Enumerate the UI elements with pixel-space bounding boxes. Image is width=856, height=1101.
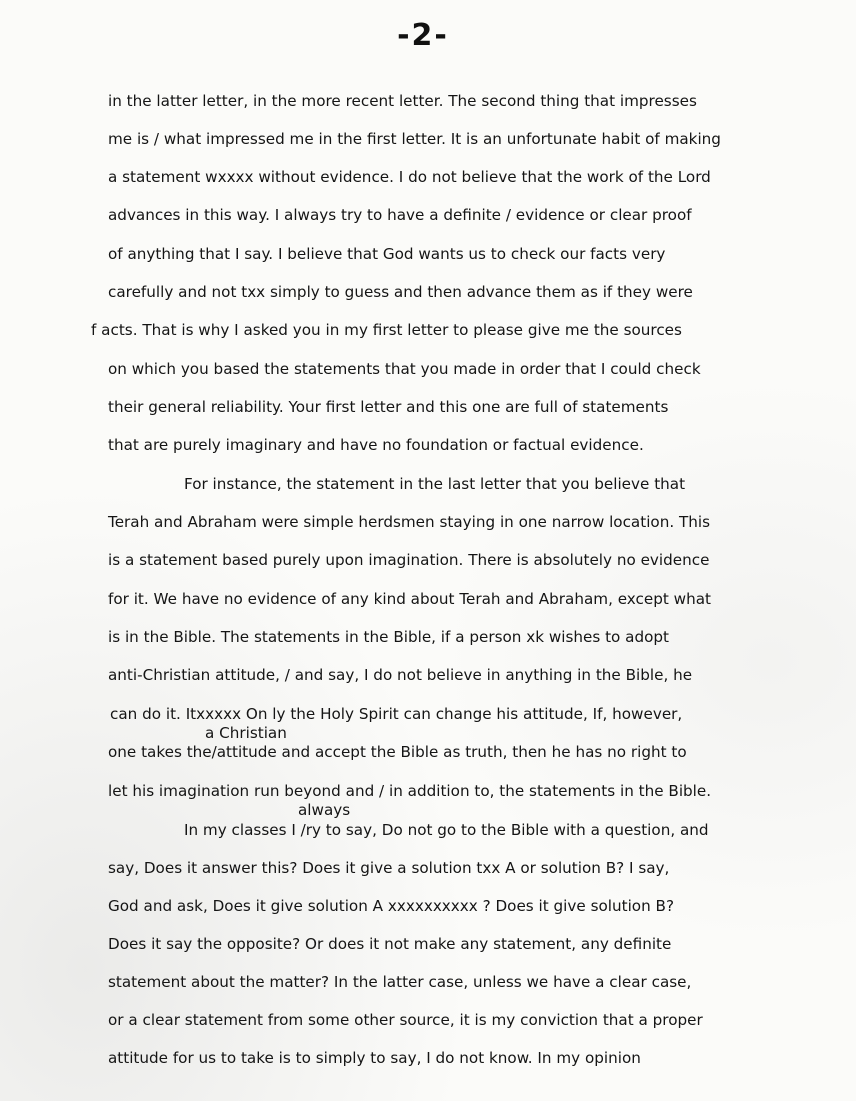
text-line: can do it. Itxxxxx On ly the Holy Spirit can change his attitude, If, however, <box>110 705 683 723</box>
text-line: a statement wxxxx without evidence. I do not believe that the work of the Lord <box>108 168 711 186</box>
text-line: say, Does it answer this? Does it give a solution txx A or solution B? I say, <box>108 859 670 877</box>
text-line: one takes the/attitude and accept the Bible as truth, then he has no right to <box>108 743 687 761</box>
text-line: anti-Christian attitude, / and say, I do not believe in anything in the Bible, he <box>108 666 693 684</box>
text-line: let his imagination run beyond and / in addition to, the statements in the Bible. <box>108 782 712 800</box>
text-line: Terah and Abraham were simple herdsmen staying in one narrow location. This <box>108 513 711 531</box>
text-line: is a statement based purely upon imagination. There is absolutely no evidence <box>108 551 710 569</box>
text-line: me is / what impressed me in the first letter. It is an unfortunate habit of making <box>108 130 721 148</box>
text-line: For instance, the statement in the last letter that you believe that <box>184 475 686 493</box>
handwritten-insertion: always <box>298 801 351 819</box>
text-line: in the latter letter, in the more recent letter. The second thing that impresses <box>108 92 697 110</box>
text-line: God and ask, Does it give solution A xxxxxxxxxx ? Does it give solution B? <box>108 897 675 915</box>
page-number: -2- <box>397 18 449 53</box>
text-line: on which you based the statements that you made in order that I could check <box>108 360 701 378</box>
text-line: their general reliability. Your first letter and this one are full of statements <box>108 398 669 416</box>
text-line: that are purely imaginary and have no foundation or factual evidence. <box>108 436 644 454</box>
text-line: f acts. That is why I asked you in my first letter to please give me the sources <box>91 321 682 339</box>
text-line: In my classes I /ry to say, Do not go to the Bible with a question, and <box>184 821 709 839</box>
text-line: advances in this way. I always try to have a definite / evidence or clear proof <box>108 206 692 224</box>
text-line: is in the Bible. The statements in the Bible, if a person xk wishes to adopt <box>108 628 670 646</box>
text-line: Does it say the opposite? Or does it not make any statement, any definite <box>108 935 672 953</box>
text-line: or a clear statement from some other source, it is my conviction that a proper <box>108 1011 703 1029</box>
text-line: statement about the matter? In the latter case, unless we have a clear case, <box>108 973 692 991</box>
handwritten-insertion: a Christian <box>205 724 287 742</box>
text-line: attitude for us to take is to simply to say, I do not know. In my opinion <box>108 1049 641 1067</box>
text-line: carefully and not txx simply to guess and then advance them as if they were <box>108 283 693 301</box>
text-line: of anything that I say. I believe that God wants us to check our facts very <box>108 245 666 263</box>
text-line: for it. We have no evidence of any kind about Terah and Abraham, except what <box>108 590 711 608</box>
